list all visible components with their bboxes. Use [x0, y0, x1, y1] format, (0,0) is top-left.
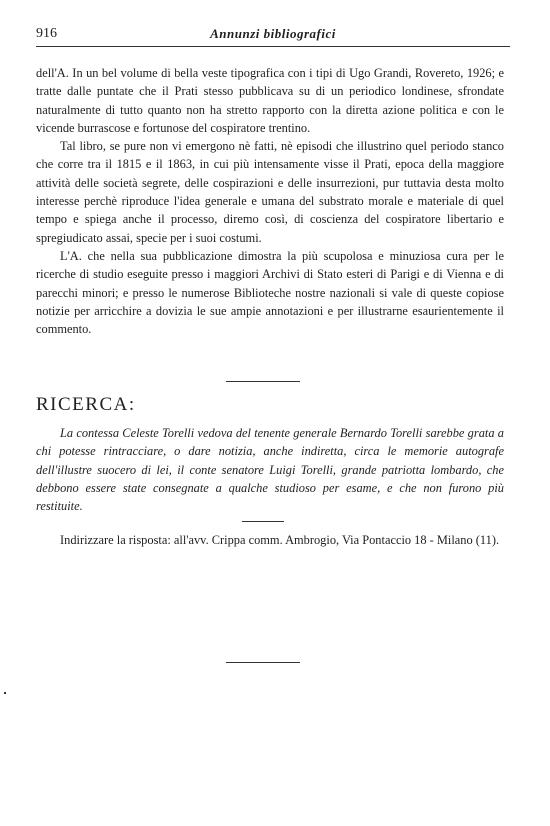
- header-rule: [36, 46, 510, 47]
- running-title: Annunzi bibliografici: [210, 26, 336, 41]
- review-text: [36, 64, 504, 338]
- review-paragraph-1: dell'A. In un bel volume di bella veste tipografica con i tipi di Ugo Grandi, Rovereto, 1926; e tratte dalle puntate che il Prati stesso pubblicava su di un periodico londinese, sfrondate naturalmente di tutto quanto non ha stretto rapporto con la diretta azione politica e con le vicende burrascose e fortunose del cospiratore trentino.: [36, 66, 504, 135]
- section-heading: RICERCA:: [36, 394, 136, 415]
- end-divider: [226, 662, 300, 663]
- review-paragraph-2: Tal libro, se pure non vi emergono nè fatti, nè episodi che illustrino quel periodo stanco che corre tra il 1815 e il 1863, in cui più intensamente visse il Prati, epoca della maggiore attività delle società segrete, delle cospirazioni e delle insurrezioni, pur tuttavia desta molto interesse perchè riproduce l'idea generale e umana del substrato morale e materiale di quel tempo e spiega anche il processo, diremo così, di coscienza del cospiratore libertario e spregiudicato assai, specie per i suoi costumi.: [36, 139, 504, 245]
- address-text: [36, 531, 504, 549]
- short-divider: [242, 521, 284, 522]
- review-paragraph-3: L'A. che nella sua pubblicazione dimostra la più scupolosa e minuziosa cura per le ricerche di studio eseguite presso i maggiori Archivi di Stato esteri di Parigi e di Vienna e di parecchi minori; e presso le numerose Biblioteche nostre nazionali si vale di queste copiose notizie per arricchire a dovizia le sue ampie annotazioni e per illustrarne esaurientemente il commento.: [36, 248, 504, 337]
- page-header: [36, 24, 510, 46]
- request-paragraph: La contessa Celeste Torelli vedova del tenente generale Bernardo Torelli sarebbe grata a chi potesse rintracciare, o dare notizia, anche indiretta, circa le memorie autografe dell'illustre suocero di lei, il conte senatore Luigi Torelli, grande patriotta lombardo, che debbono essere state consegnate a qualche studioso per esame, e che non furono più restituite.: [36, 426, 504, 514]
- page-number: 916: [36, 26, 57, 41]
- address-paragraph: Indirizzare la risposta: all'avv. Crippa comm. Ambrogio, Via Pontaccio 18 - Milano (11).: [60, 533, 500, 547]
- margin-mark: [4, 692, 6, 694]
- request-text: [36, 424, 504, 515]
- section-divider: [226, 381, 300, 382]
